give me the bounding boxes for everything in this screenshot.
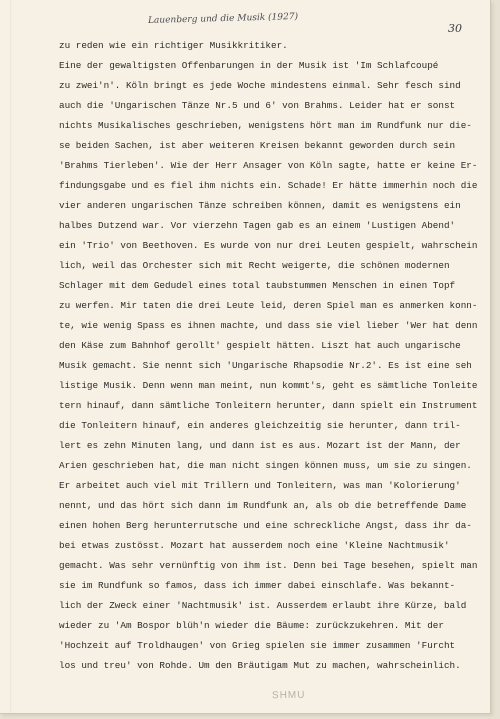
text-line: 'Brahms Tierleben'. Wie der Herr Ansager von Köln sagte, hatte er keine Er- [59, 160, 478, 171]
text-line: se beiden Sachen, ist aber weiteren Kreisen bekannt geworden durch sein [59, 140, 456, 151]
text-line: los und treu' von Rohde. Um den Bräutigam Mut zu machen, wahrscheinlich. [59, 660, 461, 671]
text-line: einen hohen Berg herunterrutsche und eine schreckliche Angst, dass ihr da- [59, 520, 472, 531]
text-line: nennt, und das hört sich dann im Rundfunk an, als ob die betreffende Dame [59, 500, 467, 511]
page-number: 30 [448, 22, 462, 35]
text-line: gemacht. Was sehr vernünftig von ihm ist. Denn bei Tage besehen, spielt man [59, 560, 478, 571]
text-line: te, wie wenig Spass es ihnen machte, und dass sie viel lieber 'Wer hat denn [59, 320, 478, 331]
text-line: den Käse zum Bahnhof gerollt' gespielt hätten. Liszt hat auch ungarische [59, 340, 461, 351]
text-line: Arien geschrieben hat, die man nicht singen können muss, um sie zu singen. [59, 460, 472, 471]
text-line: die Tonleitern hinauf, ein anderes gleichzeitig sie herunter, dann tril- [59, 420, 461, 431]
text-line: findungsgabe und es fiel ihm nichts ein. Schade! Er hätte immerhin noch die [59, 180, 478, 191]
text-line: zu zwei'n'. Köln bringt es jede Woche mindestens einmal. Sehr fesch sind [59, 80, 461, 91]
text-line: Musik gemacht. Sie nennt sich 'Ungarische Rhapsodie Nr.2'. Es ist eine seh [59, 360, 472, 371]
paper-fold [10, 0, 12, 713]
text-line: lich der Zweck einer 'Nachtmusik' ist. Ausserdem erlaubt ihre Kürze, bald [59, 600, 467, 611]
text-line: listige Musik. Denn wenn man meint, nun kommt's, geht es sämtliche Tonleite [59, 380, 478, 391]
text-line: Er arbeitet auch viel mit Trillern und Tonleitern, was man 'Kolorierung' [59, 480, 461, 491]
text-line: halbes Dutzend war. Vor vierzehn Tagen gab es an einem 'Lustigen Abend' [59, 220, 456, 231]
text-line: lert es zehn Minuten lang, und dann ist es aus. Mozart ist der Mann, der [59, 440, 461, 451]
handwritten-annotation: Lauenberg und die Musik (1927) [147, 12, 299, 26]
text-line: wieder zu 'Am Bospor blüh'n wieder die Bäume: zurückzukehren. Mit der [59, 620, 444, 631]
text-line: 'Hochzeit auf Troldhaugen' von Grieg spielen sie immer zusammen 'Furcht [59, 640, 456, 651]
text-line: lich, weil das Orchester sich mit Recht weigerte, die schönen modernen [59, 260, 450, 271]
text-line: vier anderen ungarischen Tänze schreiben können, damit es wenigstens ein [59, 200, 461, 211]
text-line: zu werfen. Mir taten die drei Leute leid, deren Spiel man es anmerken konn- [59, 300, 478, 311]
text-line: ein 'Trio' von Beethoven. Es wurde von nur drei Leuten gespielt, wahrschein [59, 240, 478, 251]
text-line: tern hinauf, dann sämtliche Tonleitern herunter, dann spielt ein Instrument [59, 400, 478, 411]
typewritten-body [59, 36, 491, 676]
text-line: Eine der gewaltigsten Offenbarungen in der Musik ist 'Im Schlafcoupé [59, 60, 439, 71]
text-line: sie im Rundfunk so famos, dass ich immer dabei einschlafe. Was bekannt- [59, 580, 456, 591]
text-line: Schlager mit dem Gedudel eines total taubstummen Menschen in einen Topf [59, 280, 456, 291]
text-line: zu reden wie ein richtiger Musikkritiker. [59, 40, 288, 51]
text-line: nichts Musikalisches geschrieben, wenigstens hört man im Rundfunk nur die- [59, 120, 472, 131]
text-line: auch die 'Ungarischen Tänze Nr.5 und 6' von Brahms. Leider hat er sonst [59, 100, 456, 111]
archive-stamp: SHMU [271, 689, 306, 702]
text-line: bei etwas zustösst. Mozart hat ausserdem noch eine 'Kleine Nachtmusik' [59, 540, 450, 551]
